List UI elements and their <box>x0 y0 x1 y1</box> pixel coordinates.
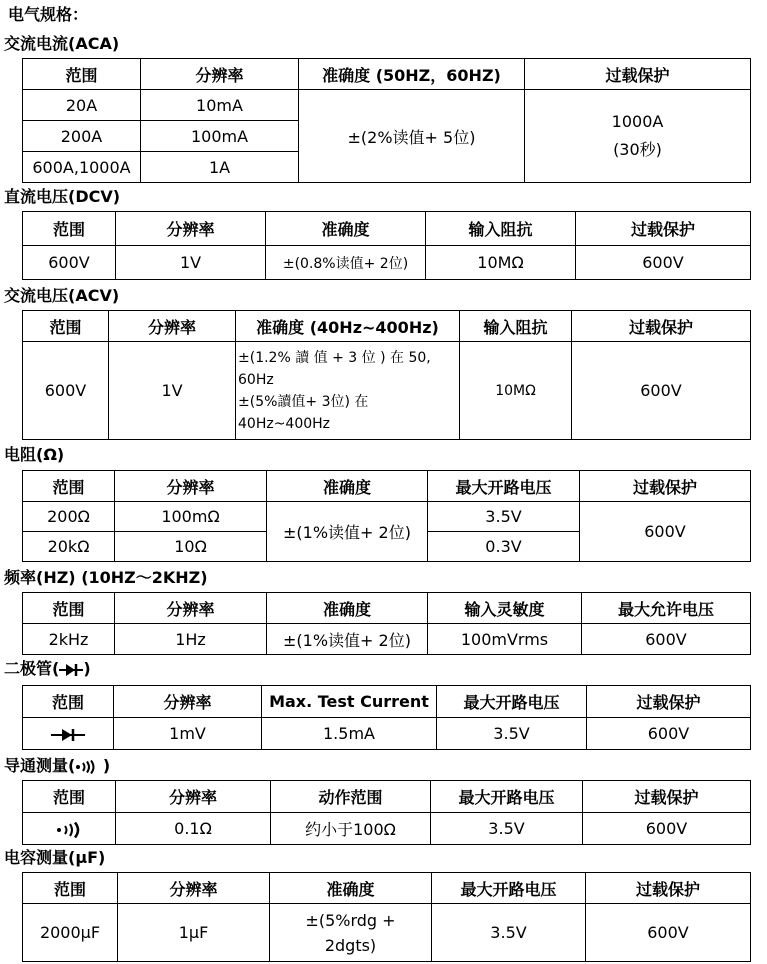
cell-sensitivity: 100mVrms <box>428 624 582 655</box>
header-resolution: 分辨率 <box>116 781 271 813</box>
cell-resolution: 1mV <box>114 718 262 750</box>
page-title: 电气规格： <box>8 5 89 24</box>
cell-resolution: 10mA <box>141 90 299 121</box>
cell-range: 600A,1000A <box>23 152 141 183</box>
header-resolution: 分辨率 <box>109 311 236 342</box>
diode-title <box>4 659 91 679</box>
overload-line-2: (30秒) <box>613 140 662 159</box>
cell-resolution: 1Hz <box>115 624 267 655</box>
header-resolution: 分辨率 <box>115 471 267 502</box>
aca-title: 交流电流(ACA) <box>4 34 120 53</box>
cell-open-voltage: 3.5V <box>431 813 583 845</box>
header-resolution: 分辨率 <box>115 593 267 624</box>
accuracy-line: 60Hz <box>238 371 274 388</box>
header-range: 范围 <box>23 311 109 342</box>
cell-range: 600V <box>23 246 116 280</box>
cell-range: 20A <box>23 90 141 121</box>
cont-table <box>22 780 751 845</box>
header-overload: 过载保护 <box>525 59 751 90</box>
header-accuracy: 准确度 <box>266 212 426 246</box>
cont-title <box>4 756 110 776</box>
accuracy-line: ±(5%rdg + <box>305 910 396 930</box>
cell-impedance: 10MΩ <box>460 342 572 440</box>
diode-table <box>22 685 751 750</box>
cap-table <box>22 872 751 962</box>
cell-resolution: 0.1Ω <box>116 813 271 845</box>
cell-open-voltage: 3.5V <box>428 502 580 532</box>
accuracy-line: 2dgts) <box>324 935 377 955</box>
cell-accuracy <box>270 904 432 962</box>
dcv-table <box>22 211 751 280</box>
cont-title-suffix: ) <box>97 756 111 775</box>
header-open-voltage: 最大开路电压 <box>428 471 580 502</box>
header-range: 范围 <box>23 59 141 90</box>
header-range: 范围 <box>23 593 115 624</box>
cell-test-current: 1.5mA <box>262 718 437 750</box>
header-resolution: 分辨率 <box>116 212 266 246</box>
cell-resolution: 1A <box>141 152 299 183</box>
cell-overload: 600V <box>580 502 751 562</box>
header-range: 范围 <box>23 212 116 246</box>
accuracy-line: 40Hz~400Hz <box>238 415 331 432</box>
cell-resolution: 100mΩ <box>115 502 267 532</box>
freq-title: 频率(HZ) (10HZ～2KHZ) <box>4 568 208 587</box>
acv-title: 交流电压(ACV) <box>4 286 120 305</box>
header-resolution: 分辨率 <box>114 686 262 718</box>
accuracy-line: ±(1.2% 讀 值 + 3 位 ) 在 50, <box>238 349 431 366</box>
diode-icon <box>51 728 85 742</box>
header-overload: 过载保护 <box>572 311 751 342</box>
header-range: 范围 <box>23 686 114 718</box>
cell-range <box>23 813 116 845</box>
header-sensitivity: 输入灵敏度 <box>428 593 582 624</box>
cell-range: 600V <box>23 342 109 440</box>
cell-resolution: 10Ω <box>115 532 267 562</box>
header-max-voltage: 最大允许电压 <box>582 593 751 624</box>
header-accuracy: 准确度 (50HZ，60HZ) <box>299 59 525 90</box>
cell-resolution: 1V <box>109 342 236 440</box>
overload-line-1: 1000A <box>611 112 664 131</box>
cell-range: 2000μF <box>23 904 118 962</box>
aca-table <box>22 58 751 183</box>
cell-range: 200A <box>23 121 141 152</box>
cell-range: 200Ω <box>23 502 115 532</box>
header-overload: 过载保护 <box>587 686 751 718</box>
cell-resolution: 100mA <box>141 121 299 152</box>
cell-accuracy: ±(0.8%读值+ 2位) <box>266 246 426 280</box>
header-range: 范围 <box>23 873 118 904</box>
diode-icon <box>59 663 83 677</box>
header-impedance: 输入阻抗 <box>460 311 572 342</box>
header-test-current: Max. Test Current <box>262 686 437 718</box>
cell-operating-range: 约小于100Ω <box>271 813 431 845</box>
header-overload: 过载保护 <box>576 212 751 246</box>
header-impedance: 输入阻抗 <box>426 212 576 246</box>
cell-range: 2kHz <box>23 624 115 655</box>
cell-resolution: 1μF <box>118 904 270 962</box>
cell-accuracy: ±(1%读值+ 2位) <box>267 624 428 655</box>
header-open-voltage: 最大开路电压 <box>431 781 583 813</box>
header-overload: 过载保护 <box>586 873 751 904</box>
header-accuracy: 准确度 <box>270 873 432 904</box>
res-table <box>22 470 751 562</box>
header-resolution: 分辨率 <box>141 59 299 90</box>
cell-overload: 600V <box>587 718 751 750</box>
header-overload: 过载保护 <box>583 781 751 813</box>
cell-overload: 600V <box>572 342 751 440</box>
cell-open-voltage: 3.5V <box>432 904 586 962</box>
cell-open-voltage: 3.5V <box>437 718 587 750</box>
cell-accuracy <box>236 342 460 440</box>
cell-resolution: 1V <box>116 246 266 280</box>
cont-title-prefix: 导通测量( <box>4 756 76 775</box>
acv-table <box>22 310 751 440</box>
diode-title-suffix: ) <box>83 659 91 678</box>
cell-overload: 600V <box>586 904 751 962</box>
header-accuracy: 准确度 <box>267 593 428 624</box>
accuracy-line: ±(5%讀值+ 3位) 在 <box>238 393 369 410</box>
cell-overload: 600V <box>576 246 751 280</box>
cell-range <box>23 718 114 750</box>
diode-title-prefix: 二极管( <box>4 659 60 678</box>
cell-impedance: 10MΩ <box>426 246 576 280</box>
cell-open-voltage: 0.3V <box>428 532 580 562</box>
cell-range: 20kΩ <box>23 532 115 562</box>
continuity-icon <box>75 760 97 774</box>
header-overload: 过载保护 <box>580 471 751 502</box>
freq-table <box>22 592 751 655</box>
header-range: 范围 <box>23 781 116 813</box>
cell-overload <box>525 90 751 183</box>
header-accuracy: 准确度 <box>267 471 428 502</box>
cell-accuracy: ±(2%读值+ 5位) <box>299 90 525 183</box>
header-open-voltage: 最大开路电压 <box>437 686 587 718</box>
cap-title: 电容测量(μF) <box>4 848 106 867</box>
cell-overload: 600V <box>583 813 751 845</box>
header-accuracy: 准确度 (40Hz~400Hz) <box>236 311 460 342</box>
cell-accuracy: ±(1%读值+ 2位) <box>267 502 428 562</box>
continuity-icon <box>54 822 84 838</box>
cell-max-voltage: 600V <box>582 624 751 655</box>
header-range: 范围 <box>23 471 115 502</box>
header-operating-range: 动作范围 <box>271 781 431 813</box>
header-open-voltage: 最大开路电压 <box>432 873 586 904</box>
header-resolution: 分辨率 <box>118 873 270 904</box>
dcv-title: 直流电压(DCV) <box>4 187 121 206</box>
res-title: 电阻(Ω) <box>4 445 65 464</box>
